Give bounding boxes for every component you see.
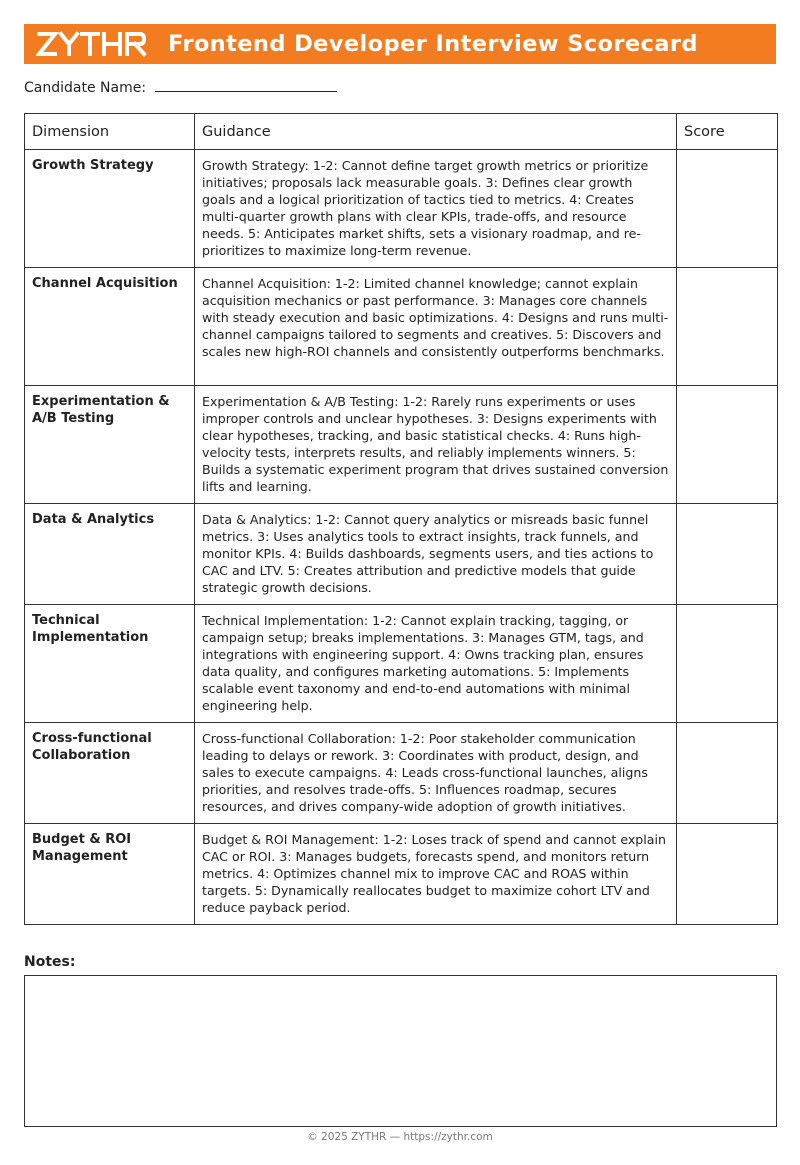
dimension-header: Dimension [25, 114, 195, 150]
guidance-cell: Growth Strategy: 1-2: Cannot define target growth metrics or prioritize initiatives; proposals lack measurable goals. 3: Defines clear growth goals and a logical prioritization of tactics tied to metrics. 4: Creates multi-quarter growth plans with clear KPIs, trade-offs, and resource needs. 5: Anticipates market shifts, sets a visionary roadmap, and re-prioritizes to maximize long-term revenue. [195, 150, 677, 268]
footer: © 2025 ZYTHR — https://zythr.com [307, 1131, 493, 1143]
table-row [25, 605, 778, 723]
table-row [25, 504, 778, 605]
table-row [25, 150, 778, 268]
dimension-cell: Technical Implementation [25, 605, 195, 723]
score-cell[interactable] [677, 723, 778, 824]
score-cell[interactable] [677, 268, 778, 386]
dimension-cell: Channel Acquisition [25, 268, 195, 386]
table-header-row [25, 114, 778, 150]
score-header: Score [677, 114, 778, 150]
table-row [25, 268, 778, 386]
guidance-cell: Technical Implementation: 1-2: Cannot explain tracking, tagging, or campaign setup; breaks implementations. 3: Manages GTM, tags, and integrations with engineering support. 4: Owns tracking plan, ensures data quality, and configures marketing automations. 5: Implements scalable event taxonomy and end-to-end automations with minimal engineering help. [195, 605, 677, 723]
notes-box[interactable] [24, 975, 777, 1127]
table-row [25, 386, 778, 504]
table-row [25, 824, 778, 925]
page-title: Frontend Developer Interview Scorecard [168, 31, 698, 57]
candidate-name-line[interactable] [155, 77, 337, 92]
notes-label: Notes: [24, 954, 76, 970]
score-cell[interactable] [677, 150, 778, 268]
guidance-header: Guidance [195, 114, 677, 150]
score-cell[interactable] [677, 386, 778, 504]
dimension-cell: Experimentation & A/B Testing [25, 386, 195, 504]
dimension-cell: Data & Analytics [25, 504, 195, 605]
guidance-cell: Cross-functional Collaboration: 1-2: Poor stakeholder communication leading to delays or rework. 3: Coordinates with product, design, and sales to execute campaigns. 4: Leads cross-functional launches, aligns priorities, and resolves trade-offs. 5: Influences roadmap, secures resources, and drives company-wide adoption of growth initiatives. [195, 723, 677, 824]
dimension-cell: Growth Strategy [25, 150, 195, 268]
dimension-cell: Budget & ROI Management [25, 824, 195, 925]
guidance-cell: Experimentation & A/B Testing: 1-2: Rarely runs experiments or uses improper controls and unclear hypotheses. 3: Designs experiments with clear hypotheses, tracking, and basic statistical checks. 4: Runs high-velocity tests, interprets results, and reliably implements winners. 5: Builds a systematic experiment program that drives sustained conversion lifts and learning. [195, 386, 677, 504]
header-bar [24, 24, 776, 64]
dimension-cell: Cross-functional Collaboration [25, 723, 195, 824]
guidance-cell: Budget & ROI Management: 1-2: Loses track of spend and cannot explain CAC or ROI. 3: Manages budgets, forecasts spend, and monitors return metrics. 4: Optimizes channel mix to improve CAC and ROAS within targets. 5: Dynamically reallocates budget to maximize cohort LTV and reduce payback period. [195, 824, 677, 925]
guidance-cell: Data & Analytics: 1-2: Cannot query analytics or misreads basic funnel metrics. 3: Uses analytics tools to extract insights, track funnels, and monitor KPIs. 4: Builds dashboards, segments users, and ties actions to CAC and LTV. 5: Creates attribution and predictive models that guide strategic growth decisions. [195, 504, 677, 605]
score-cell[interactable] [677, 605, 778, 723]
candidate-name-label: Candidate Name: [24, 80, 147, 96]
guidance-cell: Channel Acquisition: 1-2: Limited channel knowledge; cannot explain acquisition mechanics or past performance. 3: Manages core channels with steady execution and basic optimizations. 4: Designs and runs multi-channel campaigns tailored to segments and creatives. 5: Discovers and scales new high-ROI channels and consistently outperforms benchmarks. [195, 268, 677, 386]
score-cell[interactable] [677, 824, 778, 925]
score-cell[interactable] [677, 504, 778, 605]
scorecard-table [24, 113, 778, 925]
zythr-logo [36, 30, 148, 58]
table-row [25, 723, 778, 824]
candidate-name-field [24, 77, 337, 96]
